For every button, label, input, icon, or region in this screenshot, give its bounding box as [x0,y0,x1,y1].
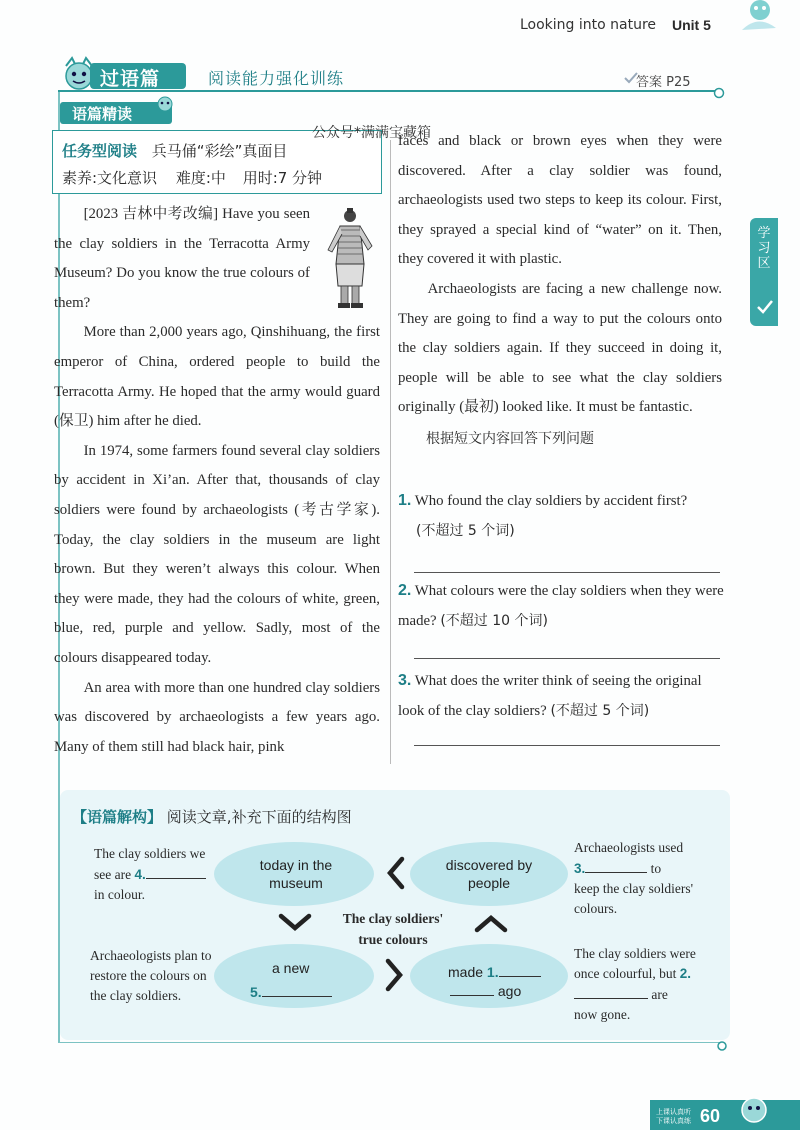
diagram-right-bottom [574,944,714,1025]
passage-right-column [398,127,722,455]
diagram-right-top [574,838,714,919]
question-2-text: What colours were the clay soldiers when they were made? [398,583,724,629]
bubble-made-line1 [448,962,541,980]
bubble-made-b: ago [497,983,522,999]
footer-note [656,1108,691,1126]
task-label: 任务型阅读 [62,142,138,160]
literacy-label: 素养:文化意识 [62,169,158,187]
blank-5-number: 5. [250,984,262,1000]
question-1 [398,486,724,546]
footer-note-2: 下课认真练 [656,1117,691,1125]
right-top-a: Archaeologists used [574,840,684,855]
question-3-text: What does the writer think of seeing the original look of the clay soldiers? [398,673,702,719]
bubble-discovered [410,842,568,906]
blank-2-number: 2. [679,966,691,981]
questions-instruction: 根据短文内容回答下列问题 [426,430,594,447]
info-row-meta [62,167,322,188]
question-3-limit: (不超过 5 个词) [550,702,650,719]
right-bottom-b: are [651,987,668,1002]
answer-line-1[interactable] [414,572,720,573]
answer-reference: 答案 P25 [636,75,691,90]
passage-paragraph-1: [2023 吉林中考改编] Have you seen the clay soldiers in the Terracotta Army Museum? Do you know the true colours of them? [54,206,310,311]
section-subtitle: 阅读能力强化训练 [208,69,345,88]
left-top-a: The clay soldiers we see are [94,846,206,882]
question-1-text: Who found the clay soldiers by accident first? [414,493,688,509]
info-row-task [62,140,287,161]
diagram-left-top [94,844,220,905]
blank-3[interactable] [585,858,647,873]
blank-1[interactable] [499,962,541,977]
passage-paragraph-3: In 1974, some farmers found several clay soldiers by accident in Xi’an. After that, thousands of clay soldiers were found by archaeologists (考古学家). Today, the clay soldiers in the museum are light brown. But they weren’t always this colour. When they were made, they had the colours of white, green, blue, red, purple and yellow. Sadly, most of the colours disappeared today. [54,442,380,666]
section-title: 过语篇 [100,68,161,90]
question-3-number: 3. [398,672,412,689]
bubble-new-blank [250,982,374,1000]
chevron-right-icon [384,958,406,992]
ring-icon [712,86,726,100]
passage-paragraph-2: More than 2,000 years ago, Qinshihuang, the first emperor of China, ordered people to build the Terracotta Army. He hoped that the army would guard (保卫) him after he died. [54,324,380,430]
blank-4-number: 4. [134,867,146,882]
question-1-number: 1. [398,492,412,509]
blank-1-number: 1. [486,964,499,980]
question-2 [398,576,724,636]
bubble-new-a: a new [272,960,310,976]
answer-line-2[interactable] [414,658,720,659]
right-bottom-a: The clay soldiers were once colourful, but [574,946,696,981]
footer-mascot-icon [734,1090,774,1126]
bubble-made-line2 [450,981,521,999]
bubble-made-a: made [448,964,484,980]
bubble-new [214,944,374,1008]
question-1-limit: (不超过 5 个词) [416,522,515,539]
bubble-made [410,944,568,1008]
header-unit: Unit 5 [672,17,711,33]
task-title: 兵马俑“彩绘”真面目 [151,142,288,160]
chevron-left-icon [384,856,406,890]
blank-2[interactable] [574,984,648,999]
blank-5[interactable] [262,982,332,997]
passage-paragraph-5: Archaeologists are facing a new challenge now. They are going to find a way to put the colours onto the clay soldiers again. If they succeed in doing it, people will be able to see what the clay soldiers originally (最初) looked like. It must be fantastic. [398,280,722,416]
left-top-b: in colour. [94,887,145,902]
blank-4[interactable] [146,864,206,879]
sub-tab-title: 语篇精读 [72,105,133,123]
bubble-today [214,842,374,906]
footer-note-1: 上课认真听 [656,1108,691,1116]
ring-icon [716,1040,728,1052]
bubble-today-text: today in the museum [259,857,333,891]
right-bottom-c: now gone. [574,1007,631,1022]
diagram-left-bottom: Archaeologists plan to restore the colours on the clay soldiers. [90,948,212,1003]
right-top-c: keep the clay soldiers' colours. [574,881,694,916]
chevron-down-icon [278,912,312,932]
bubble-discovered-text: discovered by people [445,857,533,891]
diagram-heading-text: 阅读文章,补充下面的结构图 [166,808,352,826]
watermark-text: 公众号*满满宝藏箱 [312,125,431,141]
study-zone-label: 学习区 [757,226,771,271]
question-2-limit: (不超过 10 个词) [440,612,548,629]
diagram-heading-tag: 【语篇解构】 [72,808,163,826]
column-divider [390,140,391,764]
diagram-center-label: The clay soldiers' true colours [342,911,444,947]
small-mascot-icon [150,92,180,112]
passage-left-column [54,200,380,762]
blank-1-continued[interactable] [450,981,494,996]
right-top-b: to [650,861,662,876]
question-3 [398,666,724,726]
passage-paragraph-4-end: faces and black or brown eyes when they were discovered. After a clay soldier was found, archaeologists used two steps to keep its colour. First, they sprayed a special kind of “water” on it. Then, they covered it with plastic. [398,133,722,268]
time-label: 用时:7 分钟 [242,169,323,187]
blank-3-number: 3. [574,861,586,876]
difficulty-label: 难度:中 [175,169,226,187]
question-2-number: 2. [398,582,412,599]
answer-line-3[interactable] [414,745,720,746]
corner-mascot-icon [738,0,778,30]
passage-paragraph-4-start: An area with more than one hundred clay soldiers was discovered by archaeologists a few years ago. Many of them still had black hair, pink [54,679,380,755]
check-icon [757,300,773,314]
chevron-up-icon [474,914,508,934]
page-number: 60 [700,1106,721,1126]
diagram-heading [72,806,352,827]
frame-bottom-line [58,1042,724,1043]
header-topic: Looking into nature [520,17,657,33]
